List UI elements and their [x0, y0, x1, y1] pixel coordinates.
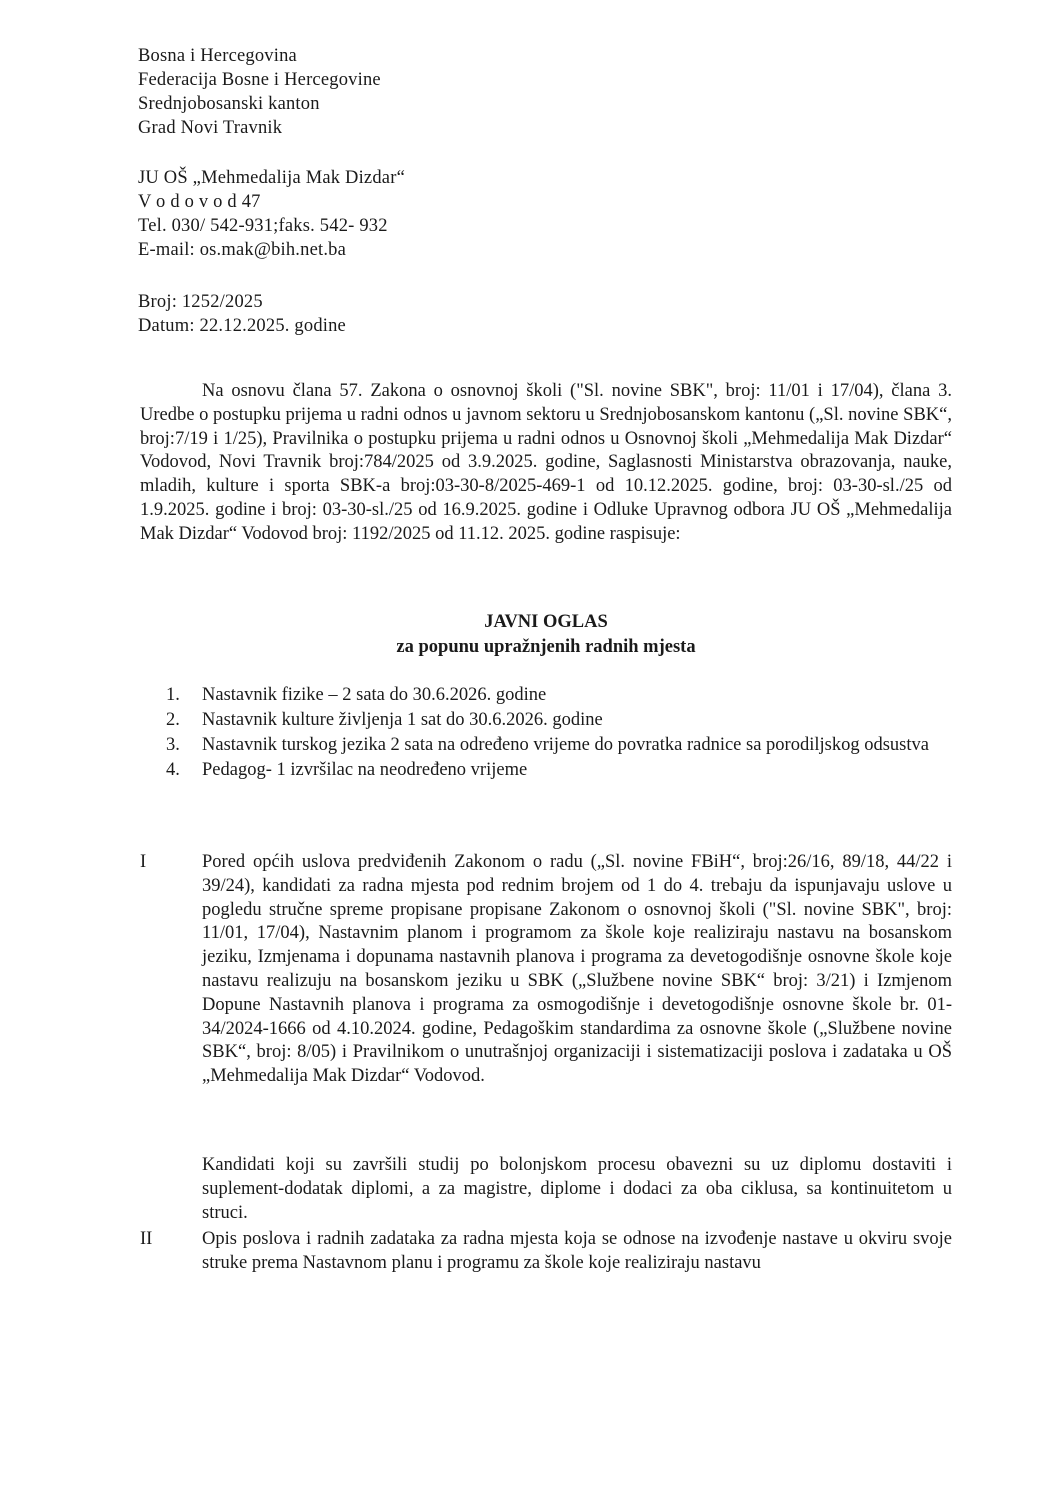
- school-phone: Tel. 030/ 542-931;faks. 542- 932: [138, 216, 388, 236]
- bologna-paragraph: Kandidati koji su završili studij po bolonjskom procesu obavezni su uz diplomu dostaviti i suplement-dodatak diplomi, a za magistre, diplome i dodaci za oba ciklusa, sa kontinuitetom u struci.: [202, 1155, 952, 1223]
- section-one-bologna: [140, 1154, 952, 1225]
- list-item-text: Nastavnik turskog jezika 2 sata na određeno vrijeme do povratka radnice sa porodiljskog odsustva: [202, 735, 929, 755]
- section-two: [140, 1228, 952, 1276]
- document-date: Datum: 22.12.2025. godine: [138, 316, 346, 336]
- header-reference-block: [138, 290, 346, 338]
- list-item-number: 4.: [166, 760, 180, 780]
- school-name: JU OŠ „Mehmedalija Mak Dizdar“: [138, 168, 405, 188]
- city-line: Grad Novi Travnik: [138, 118, 283, 138]
- intro-paragraph: Na osnovu člana 57. Zakona o osnovnoj školi ("Sl. novine SBK", broj: 11/01 i 17/04), člana 3. Uredbe o postupku prijema u radni odnos u javnom sektoru u Srednjobosanskom kantonu („Sl. novine SBK“, broj:7/19 i 1/25), Pravilnika o postupku prijema u radni odnos u Osnovnoj školi „Mehmedalija Mak Dizdar“ Vodovod, Novi Travnik broj:784/2025 od 3.9.2025. godine, Saglasnosti Ministarstva obrazovanja, nauke, mladih, kulture i sporta SBK-a broj:03-30-8/2025-469-1 od 10.12.2025. godine, broj: 03-30-sl./25 od 1.9.2025. godine i broj: 03-30-sl./25 od 16.9.2025. godine i Odluke Upravnog odbora JU OŠ „Mehmedalija Mak Dizdar“ Vodovod broj: 1192/2025 od 11.12. 2025. godine raspisuje:: [140, 381, 952, 544]
- list-item: [166, 758, 952, 782]
- list-item-number: 3.: [166, 735, 180, 755]
- section-two-mark: II: [140, 1229, 153, 1249]
- list-item: [166, 708, 952, 732]
- list-item: [166, 733, 952, 757]
- school-address: V o d o v o d 47: [138, 192, 261, 212]
- canton-line: Srednjobosanski kanton: [138, 94, 320, 114]
- list-item-text: Pedagog- 1 izvršilac na neodređeno vrijeme: [202, 760, 528, 780]
- document-subtitle: za popunu upražnjenih radnih mjesta: [396, 637, 696, 657]
- section-two-text: Opis poslova i radnih zadataka za radna mjesta koja se odnose na izvođenje nastave u okviru svoje struke prema Nastavnom planu i programu za škole koje realiziraju nastavu: [202, 1229, 952, 1273]
- list-item-text: Nastavnik kulture življenja 1 sat do 30.6.2026. godine: [202, 710, 603, 730]
- school-email: E-mail: os.mak@bih.net.ba: [138, 240, 347, 260]
- header-authority-block: [138, 44, 381, 140]
- list-item-number: 1.: [166, 685, 180, 705]
- section-one-text: Pored općih uslova predviđenih Zakonom o radu („Sl. novine FBiH“, broj:26/16, 89/18, 44/22 i 39/24), kandidati za radna mjesta pod rednim brojem od 1 do 4. trebaju da ispunjavaju uslove u pogledu stručne spreme propisane propisane Zakonom o osnovnoj školi ("Sl. novine SBK", broj: 11/01, 17/04), Nastavnim planom i programom za škole koje realiziraju nastavu na bosanskom jeziku, Izmjenama i dopunama nastavnih planova i programa za devetogodišnje osnovne škole koje nastavu realizuju na bosanskom jeziku u SBK („Službene novine SBK“ broj: 3/21) i Izmjenom Dopune Nastavnih planova i programa za osmogodišnje i devetogodišnje osnovne škole br. 01-34/2024-1666 od 4.10.2024. godine, Pedagoškim standardima za osnovne škole („Službene novine SBK“, broj: 8/05) i Pravilnikom o unutrašnjoj organizaciji i sistematizaciji poslova i zadataka u OŠ „Mehmedalija Mak Dizdar“ Vodovod.: [202, 852, 952, 1087]
- document-number: Broj: 1252/2025: [138, 292, 263, 312]
- positions-list: [166, 683, 952, 783]
- section-one-mark: I: [140, 852, 147, 872]
- country-line: Bosna i Hercegovina: [138, 46, 297, 66]
- list-item-text: Nastavnik fizike – 2 sata do 30.6.2026. godine: [202, 685, 547, 705]
- document-title: JAVNI OGLAS: [484, 612, 608, 632]
- federation-line: Federacija Bosne i Hercegovine: [138, 70, 381, 90]
- section-one: [140, 851, 952, 1089]
- header-school-block: [138, 166, 405, 262]
- list-item: [166, 683, 952, 707]
- list-item-number: 2.: [166, 710, 180, 730]
